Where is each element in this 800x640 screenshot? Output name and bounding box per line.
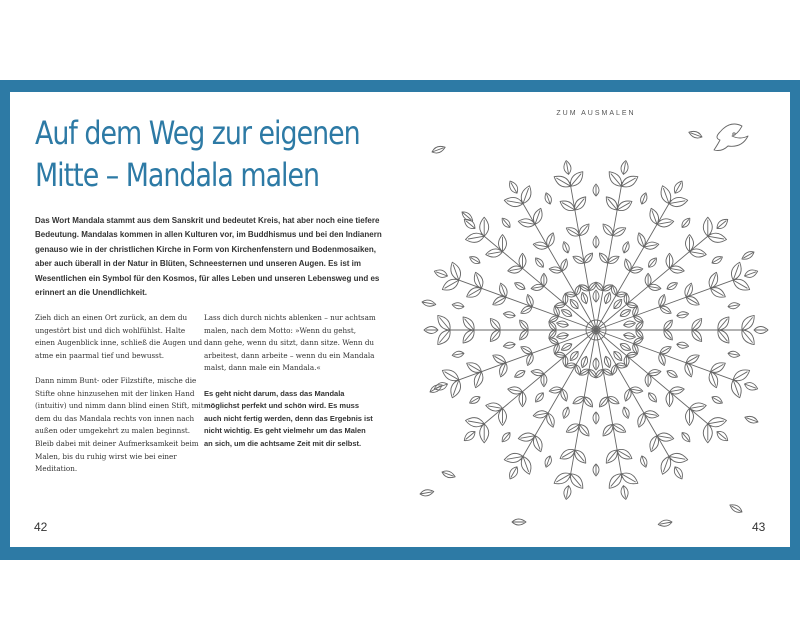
- page-number-left: 42: [34, 520, 48, 534]
- left-page: [10, 92, 402, 547]
- book-spread: [10, 92, 790, 547]
- coloring-label: ZUM AUSMALEN: [556, 110, 636, 117]
- leaf-mandala-coloring-icon: [402, 92, 790, 547]
- page-title-line-2: Mitte – Mandala malen: [35, 156, 320, 194]
- paragraph: Dann nimm Bunt- oder Filzstifte, mische die Stifte ohne hinzusehen mit der linken Hand (intuitiv) und nimm dann blind einen Stift, mit dem du das Mandala rechts von innen nach außen oder umgekehrt zu malen beginnst. Bleib dabei mit deiner Aufmerksamkeit beim Malen, bis du ruhig wirst wie bei einer Meditation.: [35, 375, 204, 474]
- intro-paragraph: Das Wort Mandala stammt aus dem Sanskrit und bedeutet Kreis, hat aber noch eine tiefere Bedeutung. Mandalas kommen in allen Kulturen vor, im Buddhismus und bei den Indianern genauso wie in der christlichen Kirche in Form von Kirchenfenstern und Bodenmosaiken, aber auch überall in der Natur in Blüten, Schneesternen und unseren Augen. Es ist im Wesentlichen ein Symbol für den Kosmos, für alles Leben und unseren Lebensweg und es erinnert an die Unendlichkeit.: [35, 216, 382, 298]
- paragraph-bold: Es geht nicht darum, dass das Mandala möglichst perfekt und schön wird. Es muss auch nicht fertig werden, denn das Ergebnis ist nicht wichtig. Es geht vielmehr um das Malen an sich, um die achtsame Zeit mit dir selbst.: [204, 388, 373, 448]
- right-page: [402, 92, 790, 547]
- page-number-right: 43: [752, 520, 766, 534]
- paragraph: Zieh dich an einen Ort zurück, an dem du ungestört bist und dich wohlfühlst. Halte einen Augenblick inne, schließ die Augen und atme ein paarmal tief und bewusst.: [35, 313, 203, 360]
- paragraph: Lass dich durch nichts ablenken – nur achtsam malen, nach dem Motto: »Wenn du gehst, dann gehe, wenn du sitzt, dann sitze. Wenn du arbeitest, dann arbeite – wenn du ein Mandala malst, dann male ein Mandala.«: [204, 313, 376, 373]
- page-title-line-1: Auf dem Weg zur eigenen: [35, 114, 360, 152]
- page-title: [35, 112, 360, 196]
- text-column-2: [204, 312, 376, 463]
- text-column-1: [35, 312, 205, 488]
